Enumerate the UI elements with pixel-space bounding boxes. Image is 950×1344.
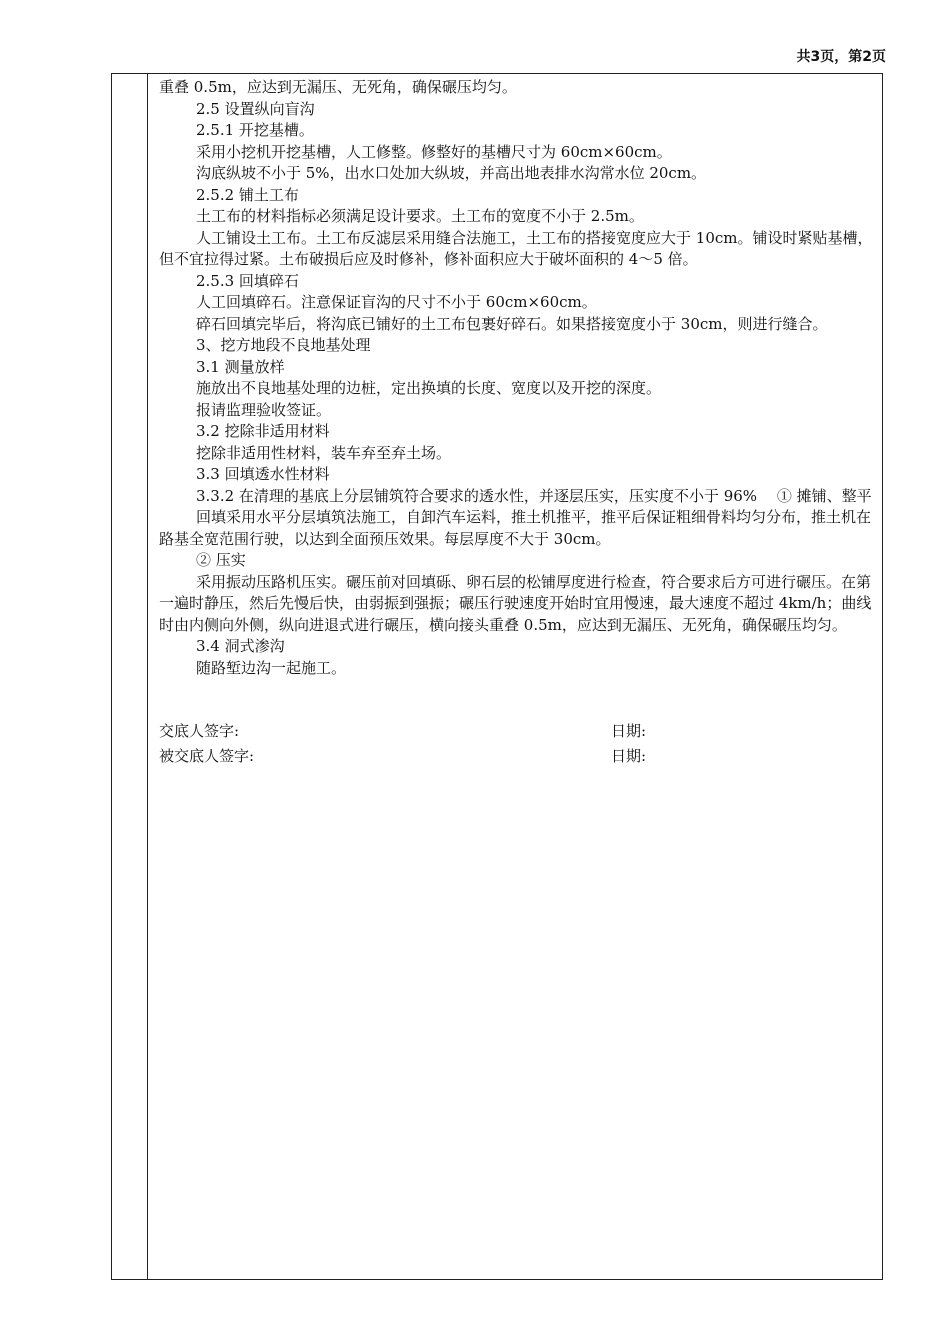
paragraph: 沟底纵坡不小于 5%，出水口处加大纵坡，并高出地表排水沟常水位 20cm。 xyxy=(196,164,707,182)
paragraph-list xyxy=(159,77,883,679)
paragraph: 人工铺设土工布。土工布反滤层采用缝合法施工，土工布的搭接宽度应大于 10cm。铺设时紧贴基槽，但不宜拉得过紧。土布破损后应及时修补，修补面积应大于破坏面积的 4～5 倍。 xyxy=(159,228,873,268)
receiver-date-label: 日期: xyxy=(611,747,647,765)
paragraph: 3.4 洞式渗沟 xyxy=(196,637,285,655)
document-table xyxy=(111,73,883,1280)
receiver-signature-label: 被交底人签字: xyxy=(159,747,255,765)
paragraph: 2.5 设置纵向盲沟 xyxy=(196,99,315,118)
paragraph: 采用小挖机开挖基槽，人工修整。修整好的基槽尺寸为 60cm×60cm。 xyxy=(196,142,672,161)
left-column xyxy=(112,74,148,1279)
paragraph: 2.5.2 铺土工布 xyxy=(196,185,299,204)
paragraph: 3.3 回填透水性材料 xyxy=(196,465,330,483)
presenter-signature-label: 交底人签字: xyxy=(159,722,240,740)
paragraph: 施放出不良地基处理的边桩，定出换填的长度、宽度以及开挖的深度。 xyxy=(196,379,662,397)
paragraph: 碎石回填完毕后，将沟底已铺好的土工布包裹好碎石。如果搭接宽度小于 30cm，则进行缝合。 xyxy=(196,314,828,333)
paragraph: ② 压实 xyxy=(196,551,246,569)
paragraph: 3.1 测量放样 xyxy=(196,357,285,376)
content-body xyxy=(159,77,883,771)
presenter-signature-row xyxy=(159,721,883,746)
paragraph: 3.2 挖除非适用材料 xyxy=(196,422,330,440)
paragraph: 采用振动压路机压实。碾压前对回填砾、卵石层的松铺厚度进行检查，符合要求后方可进行碾压。在第一遍时静压，然后先慢后快，由弱振到强振；碾压行驶速度开始时宜用慢速，最大速度不超过 4km/h；曲线时由内侧向外侧，纵向进退式进行碾压，横向接头重叠 0.5m，应达到无漏压、无死角，确保碾压均匀。 xyxy=(159,572,872,634)
paragraph: 挖除非适用性材料，装车弃至弃土场。 xyxy=(196,443,452,462)
paragraph: 土工布的材料指标必须满足设计要求。土工布的宽度不小于 2.5m。 xyxy=(196,207,644,225)
paragraph: 2.5.3 回填碎石 xyxy=(196,271,299,290)
paragraph: 2.5.1 开挖基槽。 xyxy=(196,121,314,139)
paragraph: 报请监理验收签证。 xyxy=(196,400,332,419)
paragraph: 重叠 0.5m，应达到无漏压、无死角，确保碾压均匀。 xyxy=(159,78,517,96)
presenter-date-label: 日期: xyxy=(611,722,647,740)
paragraph: 随路堑边沟一起施工。 xyxy=(196,658,347,677)
page-number-info: 共3页，第2页 xyxy=(796,49,886,65)
receiver-signature-row xyxy=(159,746,883,771)
paragraph: 回填采用水平分层填筑法施工，自卸汽车运料，推土机推平，推平后保证粗细骨料均匀分布，推土机在路基全宽范围行驶，以达到全面预压效果。每层厚度不大于 30cm。 xyxy=(159,508,872,548)
paragraph: 人工回填碎石。注意保证盲沟的尺寸不小于 60cm×60cm。 xyxy=(196,293,597,311)
paragraph: 3、挖方地段不良地基处理 xyxy=(196,336,371,354)
paragraph: 3.3.2 在清理的基底上分层铺筑符合要求的透水性，并逐层压实，压实度不小于 96% ① 摊铺、整平 xyxy=(196,486,872,505)
